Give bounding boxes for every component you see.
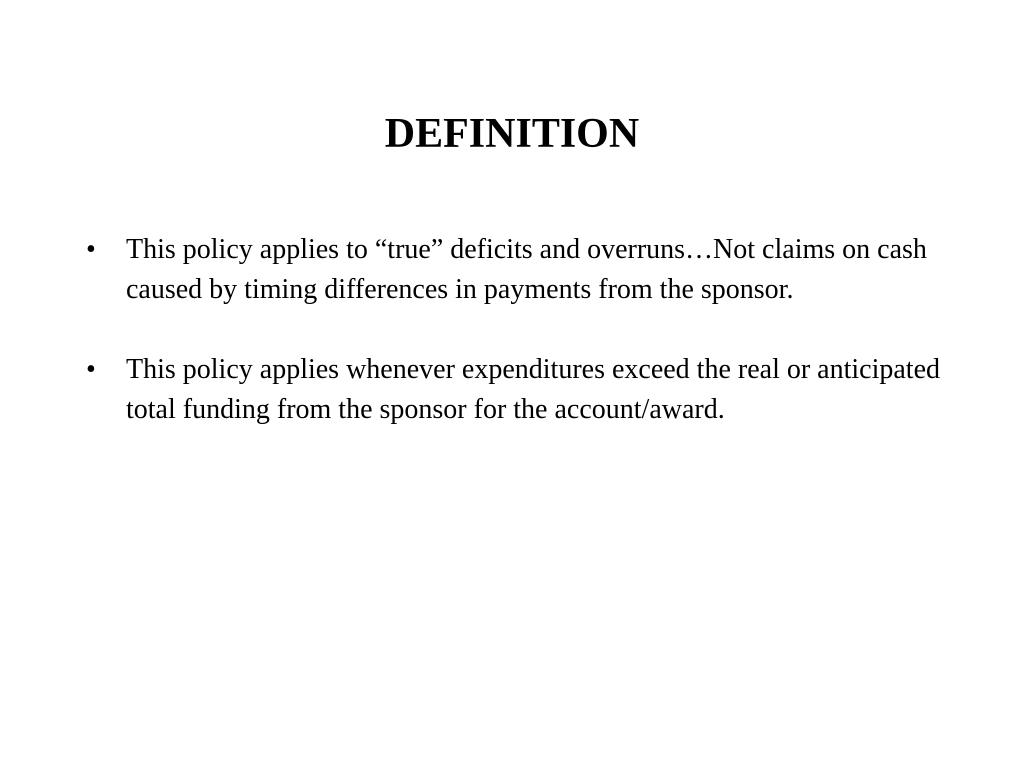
bullet-marker: • bbox=[86, 234, 96, 265]
bullet-marker: • bbox=[86, 354, 96, 385]
bullet-text: This policy applies to “true” deficits and overruns…Not claims on cash caused by timing differences in payments from the sponsor. bbox=[126, 234, 927, 305]
bullet-list bbox=[86, 230, 946, 470]
bullet-text: This policy applies whenever expenditures exceed the real or anticipated total funding from the sponsor for the account/award. bbox=[126, 354, 940, 425]
bullet-item bbox=[86, 350, 946, 430]
bullet-item bbox=[86, 230, 946, 310]
slide-title: DEFINITION bbox=[384, 111, 640, 157]
